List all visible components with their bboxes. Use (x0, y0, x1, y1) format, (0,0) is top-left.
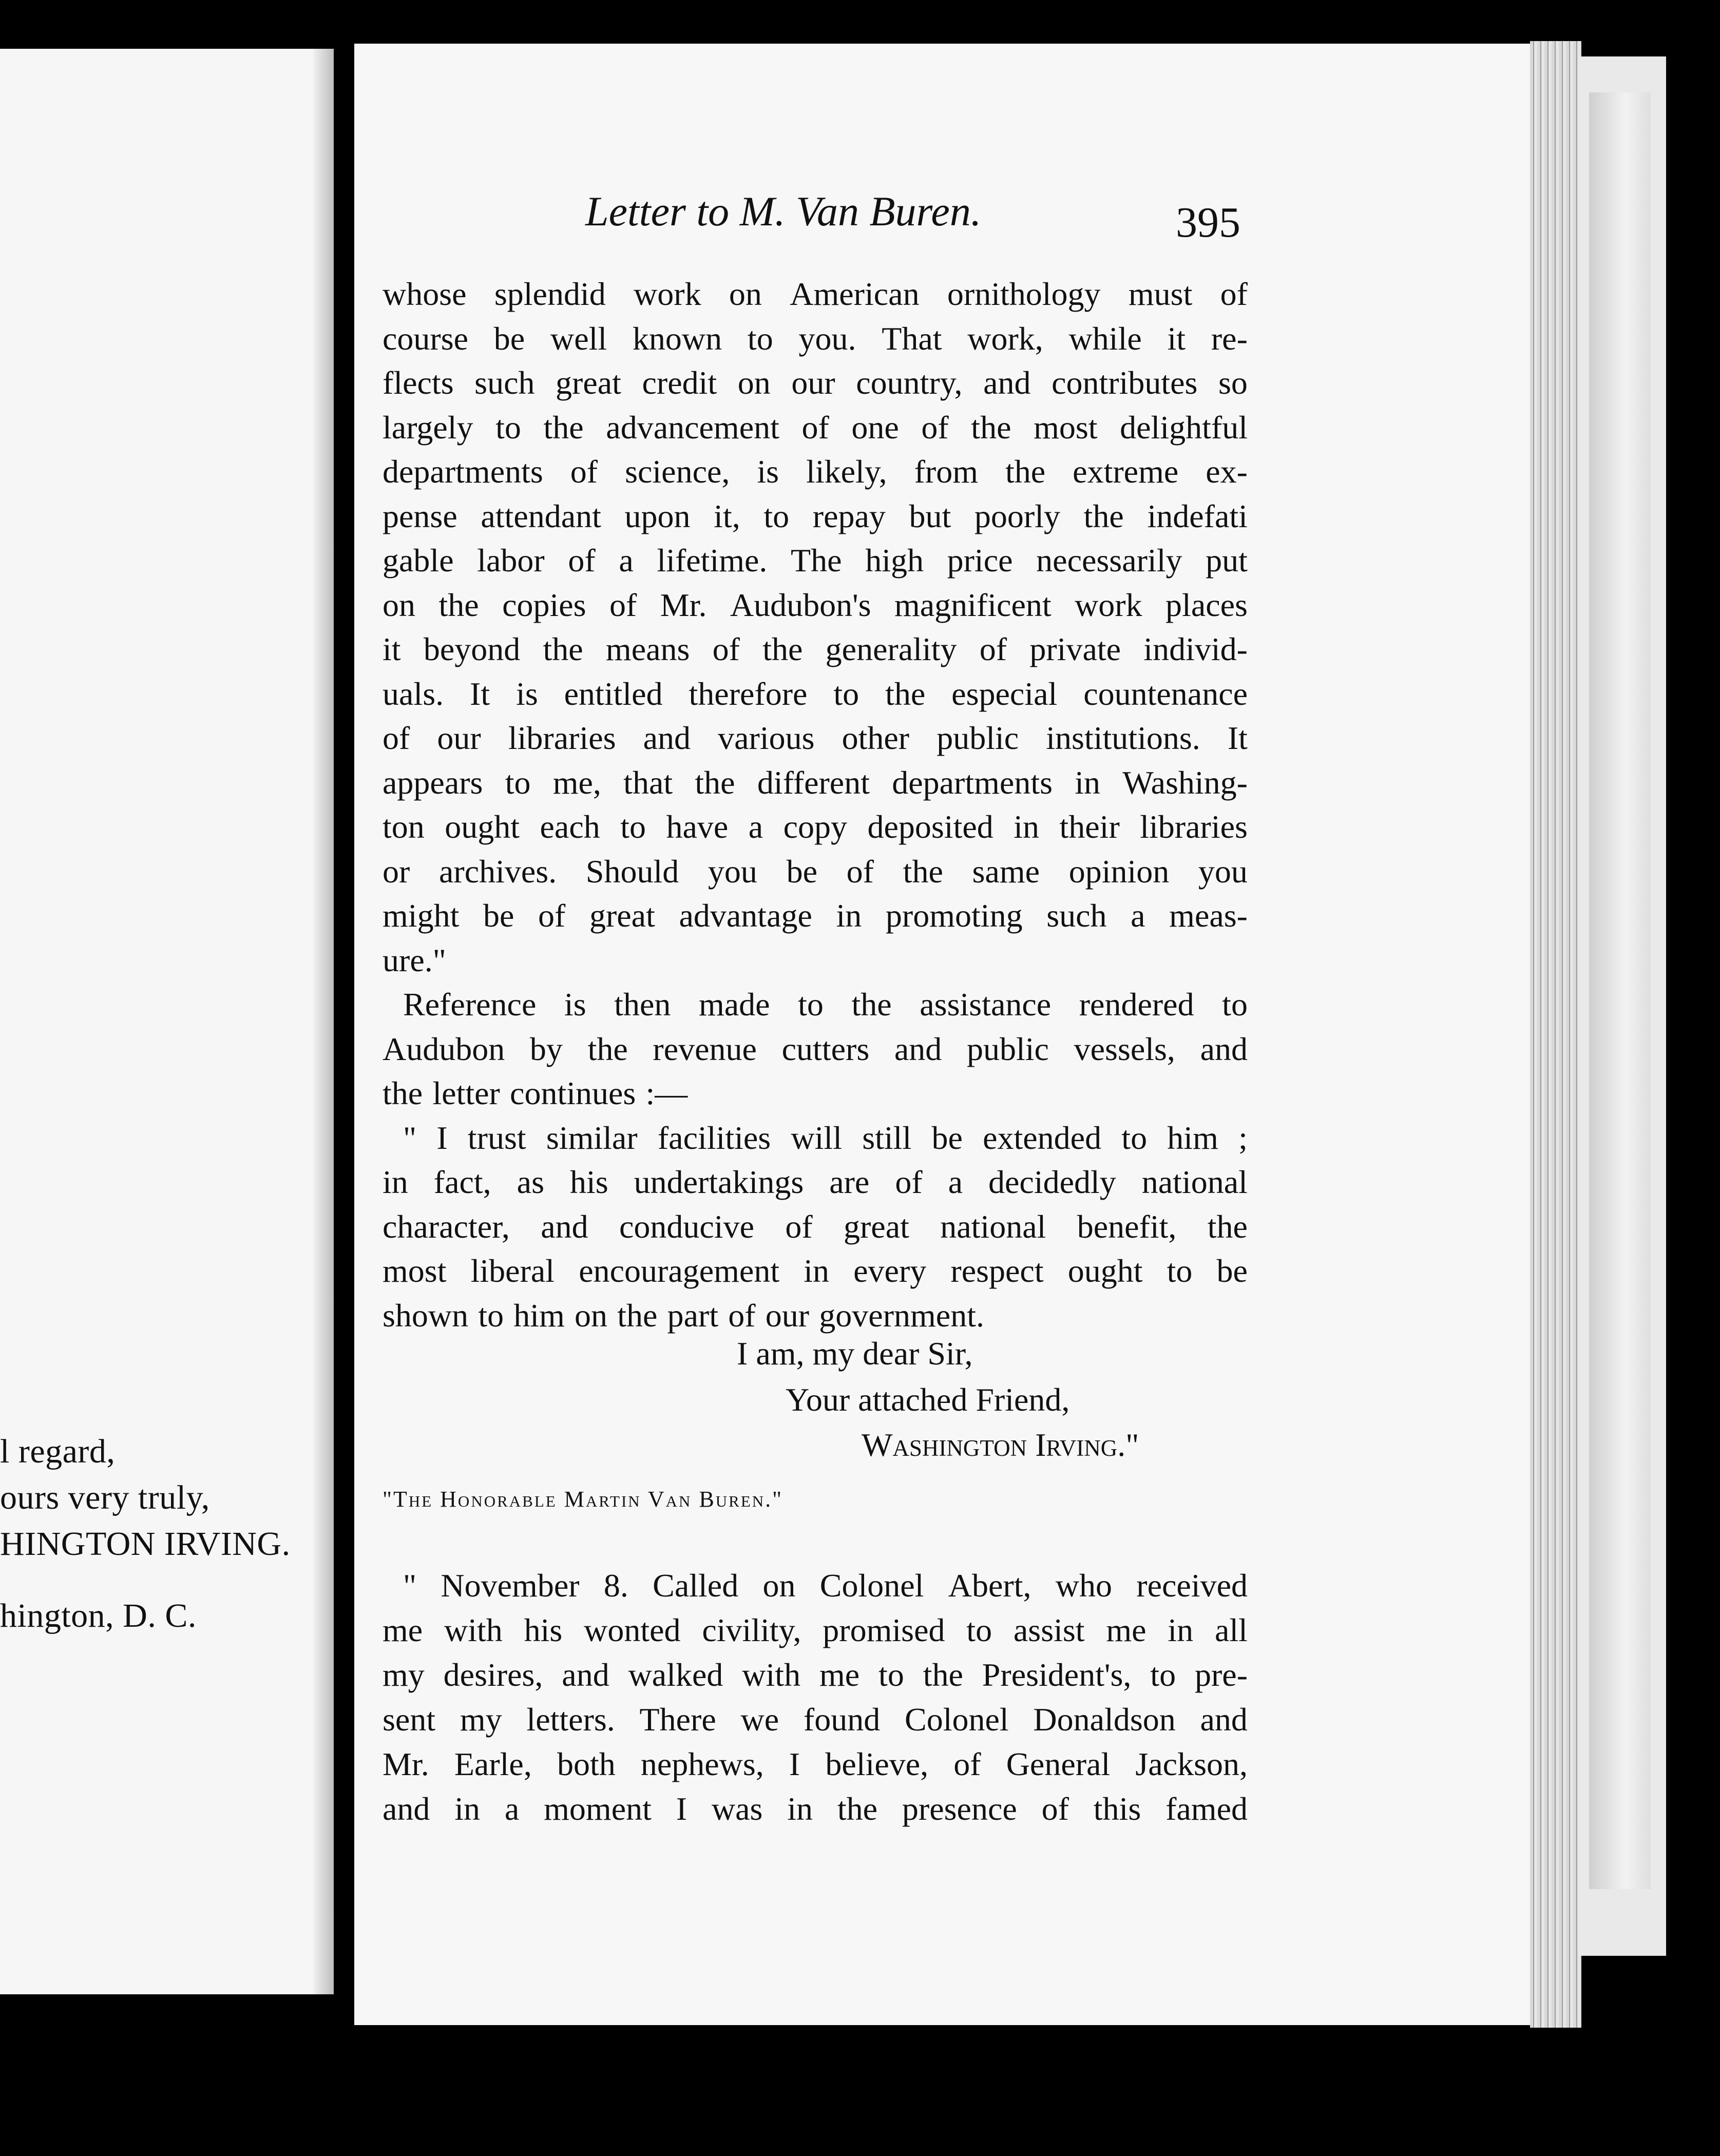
body-line: the letter continues :— (383, 1075, 688, 1111)
body-line: largely to the advancement of one of the most delightful (383, 409, 1248, 446)
back-cover-edge (1579, 56, 1666, 1956)
left-page-line: hington, D. C. (0, 1597, 197, 1634)
body-line: character, and conducive of great national benefit, the (383, 1208, 1248, 1245)
body-line: uals. It is entitled therefore to the especial countenance (383, 675, 1248, 712)
body-line: ure." (383, 941, 446, 978)
body-line: on the copies of Mr. Audubon's magnificent work places (383, 586, 1248, 623)
left-page-gutter (313, 49, 334, 1994)
body-line: shown to him on the part of our government. (383, 1297, 984, 1334)
left-page (0, 49, 334, 1994)
body-line: or archives. Should you be of the same opinion you (383, 853, 1248, 890)
body-line: might be of great advantage in promoting such a meas- (383, 897, 1248, 934)
body-line: in fact, as his undertakings are of a decidedly national (383, 1164, 1248, 1200)
closing-friend: Your attached Friend, (786, 1381, 1070, 1418)
left-page-line: l regard, (0, 1433, 116, 1470)
body-line: gable labor of a lifetime. The high price necessarily put (383, 542, 1248, 579)
back-cover-shade (1589, 92, 1651, 1889)
closing-salutation: I am, my dear Sir, (737, 1335, 973, 1372)
body-line: ton ought each to have a copy deposited in their libraries (383, 808, 1248, 845)
entry-line: " November 8. Called on Colonel Abert, who received (403, 1567, 1248, 1604)
body-line: " I trust similar facilities will still be extended to him ; (403, 1119, 1248, 1156)
body-line: most liberal encouragement in every respect ought to be (383, 1253, 1248, 1289)
body-line: appears to me, that the different departments in Washing- (383, 764, 1248, 801)
diary-entry (383, 1563, 1248, 1831)
body-line: Reference is then made to the assistance rendered to (403, 986, 1248, 1023)
body-line: pense attendant upon it, to repay but poorly the indefati (383, 497, 1248, 534)
body-line: it beyond the means of the generality of private individ- (383, 631, 1248, 667)
entry-line: Mr. Earle, both nephews, I believe, of General Jackson, (383, 1746, 1248, 1782)
page-edges (1530, 41, 1581, 2028)
page-number: 395 (1176, 199, 1240, 246)
body-line: course be well known to you. That work, while it re- (383, 320, 1248, 357)
body-line: whose splendid work on American ornithology must of (383, 276, 1248, 312)
entry-line: and in a moment I was in the presence of this famed (383, 1791, 1248, 1827)
addressee: "The Honorable Martin Van Buren." (383, 1487, 783, 1512)
entry-line: sent my letters. There we found Colonel Donaldson and (383, 1701, 1248, 1738)
body-text (383, 272, 1248, 1338)
entry-line: my desires, and walked with me to the President's, to pre- (383, 1657, 1248, 1693)
body-line: flects such great credit on our country, and contributes so (383, 364, 1248, 401)
left-page-line: ours very truly, (0, 1479, 210, 1516)
body-line: Audubon by the revenue cutters and public vessels, and (383, 1030, 1248, 1067)
body-line: departments of science, is likely, from the extreme ex- (383, 453, 1248, 490)
body-line: of our libraries and various other public institutions. It (383, 720, 1248, 756)
running-head: Letter to M. Van Buren. (585, 188, 982, 235)
left-page-line: HINGTON IRVING. (0, 1525, 291, 1563)
closing-signature: Washington Irving." (862, 1427, 1139, 1463)
entry-line: me with his wonted civility, promised to assist me in all (383, 1612, 1248, 1648)
